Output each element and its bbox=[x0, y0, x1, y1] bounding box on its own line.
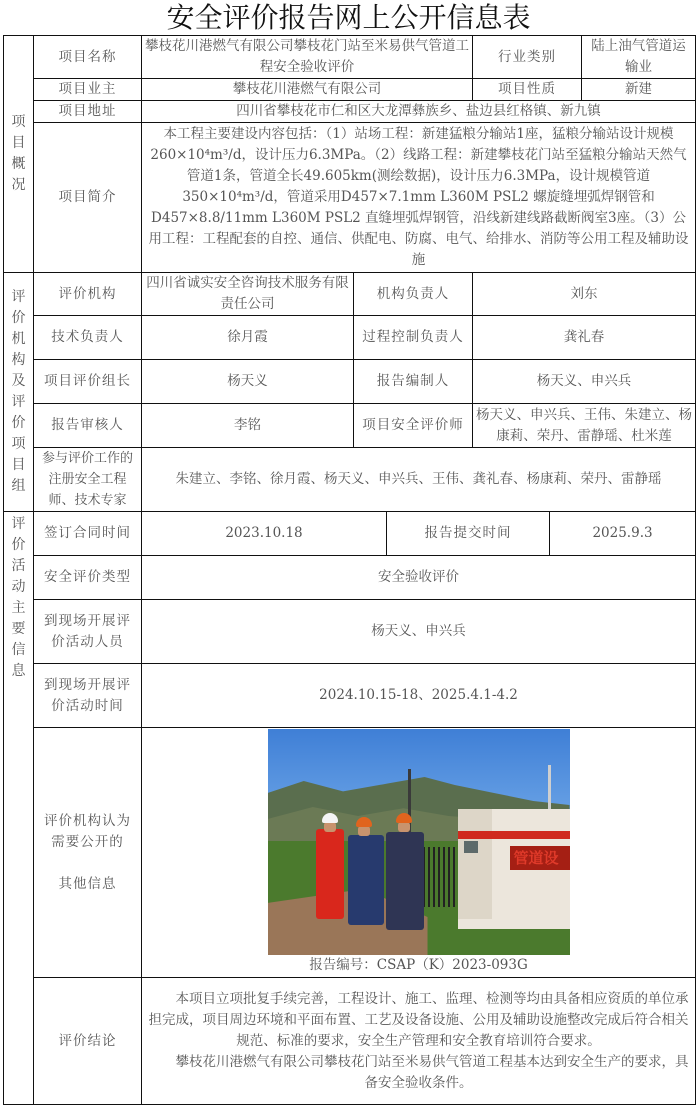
row-project-name bbox=[4, 36, 696, 79]
conclusion-label: 评价结论 bbox=[34, 978, 142, 1105]
row-type bbox=[4, 556, 696, 600]
intro-value: 本工程主要建设内容包括：（1）站场工程：新建猛粮分输站1座，猛粮分输站设计规模260×10⁴m³/d，设计压力6.3MPa。（2）线路工程：新建攀枝花门站至猛粮分输站天然气管道1条，管道全长49.605km(测绘数据)，设计压力6.3MPa，设计规模管道350×10⁴m³/d，管道采用D457×7.1mm L360M PSL2 螺旋缝埋弧焊钢管和 D457×8.8/11mm L360M PSL2 直缝埋弧焊钢管，沿线新建线路截断阀室3座。（3）公用工程：工程配套的自控、通信、供配电、防腐、电气、给排水、消防等公用工程及辅助设施 bbox=[142, 123, 696, 273]
agency-label: 评价机构 bbox=[34, 273, 142, 316]
assessor-label: 项目安全评价师 bbox=[354, 404, 473, 448]
assessor-value: 杨天义、申兴兵、王伟、朱建立、杨康莉、荣丹、雷静瑶、杜米莲 bbox=[473, 404, 696, 448]
owner-label: 项目业主 bbox=[34, 79, 142, 101]
row-intro bbox=[4, 123, 696, 273]
nature-value: 新建 bbox=[582, 79, 696, 101]
site-photo bbox=[268, 729, 570, 955]
eval-type-label: 安全评价类型 bbox=[34, 556, 142, 600]
team-leader-label: 项目评价组长 bbox=[34, 360, 142, 404]
row-dates bbox=[4, 512, 696, 556]
site-time-label: 到现场开展评价活动时间 bbox=[34, 664, 142, 728]
agency-head-value: 刘东 bbox=[473, 273, 696, 316]
person-icon bbox=[316, 829, 344, 919]
row-tech bbox=[4, 316, 696, 360]
row-leader bbox=[4, 360, 696, 404]
conclusion-paragraph-1: 本项目立项批复手续完善，工程设计、施工、监理、检测等均由具备相应资质的单位承担完成，项目周边环境和平面布置、工艺及设备设施、公用及辅助设施整改完成后符合相关规范、标准的要求，安全生产管理和安全教育培训符合要求。 bbox=[148, 990, 689, 1049]
section-activity: 评价活动主要信息 bbox=[4, 512, 34, 1105]
site-staff-label: 到现场开展评价活动人员 bbox=[34, 600, 142, 664]
industry-label: 行业类别 bbox=[473, 36, 582, 79]
report-writer-value: 杨天义、申兴兵 bbox=[473, 360, 696, 404]
page-title: 安全评价报告网上公开信息表 bbox=[166, 1, 531, 34]
conclusion-paragraph-2: 攀枝花川港燃气有限公司攀枝花门站至米易供气管道工程基本达到安全生产的要求，具备安全验收条件。 bbox=[175, 1053, 689, 1091]
row-experts bbox=[4, 448, 696, 512]
report-writer-label: 报告编制人 bbox=[354, 360, 473, 404]
helmet-icon bbox=[396, 813, 412, 823]
other-info-value bbox=[142, 728, 696, 978]
agency-value: 四川省诚实安全咨询技术服务有限责任公司 bbox=[142, 273, 354, 316]
experts-value: 朱建立、李铭、徐月霞、杨天义、申兴兵、王伟、龚礼春、杨康莉、荣丹、雷静瑶 bbox=[142, 448, 696, 512]
team-leader-value: 杨天义 bbox=[142, 360, 354, 404]
row-other-info bbox=[4, 728, 696, 978]
experts-label: 参与评价工作的注册安全工程师、技术专家 bbox=[34, 448, 142, 512]
person-icon bbox=[348, 835, 384, 925]
contract-date-label: 签订合同时间 bbox=[34, 512, 142, 556]
person-icon bbox=[386, 832, 424, 930]
nature-label: 项目性质 bbox=[473, 79, 582, 101]
reviewer-value: 李铭 bbox=[142, 404, 354, 448]
agency-head-label: 机构负责人 bbox=[354, 273, 473, 316]
section-org: 评价机构及评价项目组 bbox=[4, 273, 34, 512]
process-control-label: 过程控制负责人 bbox=[354, 316, 473, 360]
row-conclusion bbox=[4, 978, 696, 1105]
contract-date-value: 2023.10.18 bbox=[142, 512, 387, 556]
project-name-value: 攀枝花川港燃气有限公司攀枝花门站至米易供气管道工程安全验收评价 bbox=[142, 36, 473, 79]
other-info-label: 评价机构认为需要公开的 其他信息 bbox=[34, 728, 142, 978]
eval-type-value: 安全验收评价 bbox=[142, 556, 696, 600]
site-staff-value: 杨天义、申兴兵 bbox=[142, 600, 696, 664]
intro-label: 项目简介 bbox=[34, 123, 142, 273]
helmet-icon bbox=[356, 817, 372, 827]
row-address bbox=[4, 101, 696, 123]
tech-head-value: 徐月霞 bbox=[142, 316, 354, 360]
row-owner bbox=[4, 79, 696, 101]
reviewer-label: 报告审核人 bbox=[34, 404, 142, 448]
section-overview: 项目概况 bbox=[4, 36, 34, 273]
helmet-icon bbox=[322, 813, 338, 823]
process-control-value: 龚礼春 bbox=[473, 316, 696, 360]
address-value: 四川省攀枝花市仁和区大龙潭彝族乡、盐边县红格镇、新九镇 bbox=[142, 101, 696, 123]
conclusion-value bbox=[142, 978, 696, 1105]
submit-date-value: 2025.9.3 bbox=[550, 512, 696, 556]
owner-value: 攀枝花川港燃气有限公司 bbox=[142, 79, 473, 101]
row-time bbox=[4, 664, 696, 728]
row-agency bbox=[4, 273, 696, 316]
photo-sign: 管道设 bbox=[510, 846, 570, 870]
photo-caption: 报告编号：CSAP（K）2023-093G bbox=[309, 957, 528, 973]
gate-icon bbox=[423, 847, 459, 907]
row-staff bbox=[4, 600, 696, 664]
site-time-value: 2024.10.15-18、2025.4.1-4.2 bbox=[142, 664, 696, 728]
info-table bbox=[3, 35, 696, 1105]
tech-head-label: 技术负责人 bbox=[34, 316, 142, 360]
submit-date-label: 报告提交时间 bbox=[387, 512, 550, 556]
address-label: 项目地址 bbox=[34, 101, 142, 123]
project-name-label: 项目名称 bbox=[34, 36, 142, 79]
industry-value: 陆上油气管道运输业 bbox=[582, 36, 696, 79]
row-reviewer bbox=[4, 404, 696, 448]
